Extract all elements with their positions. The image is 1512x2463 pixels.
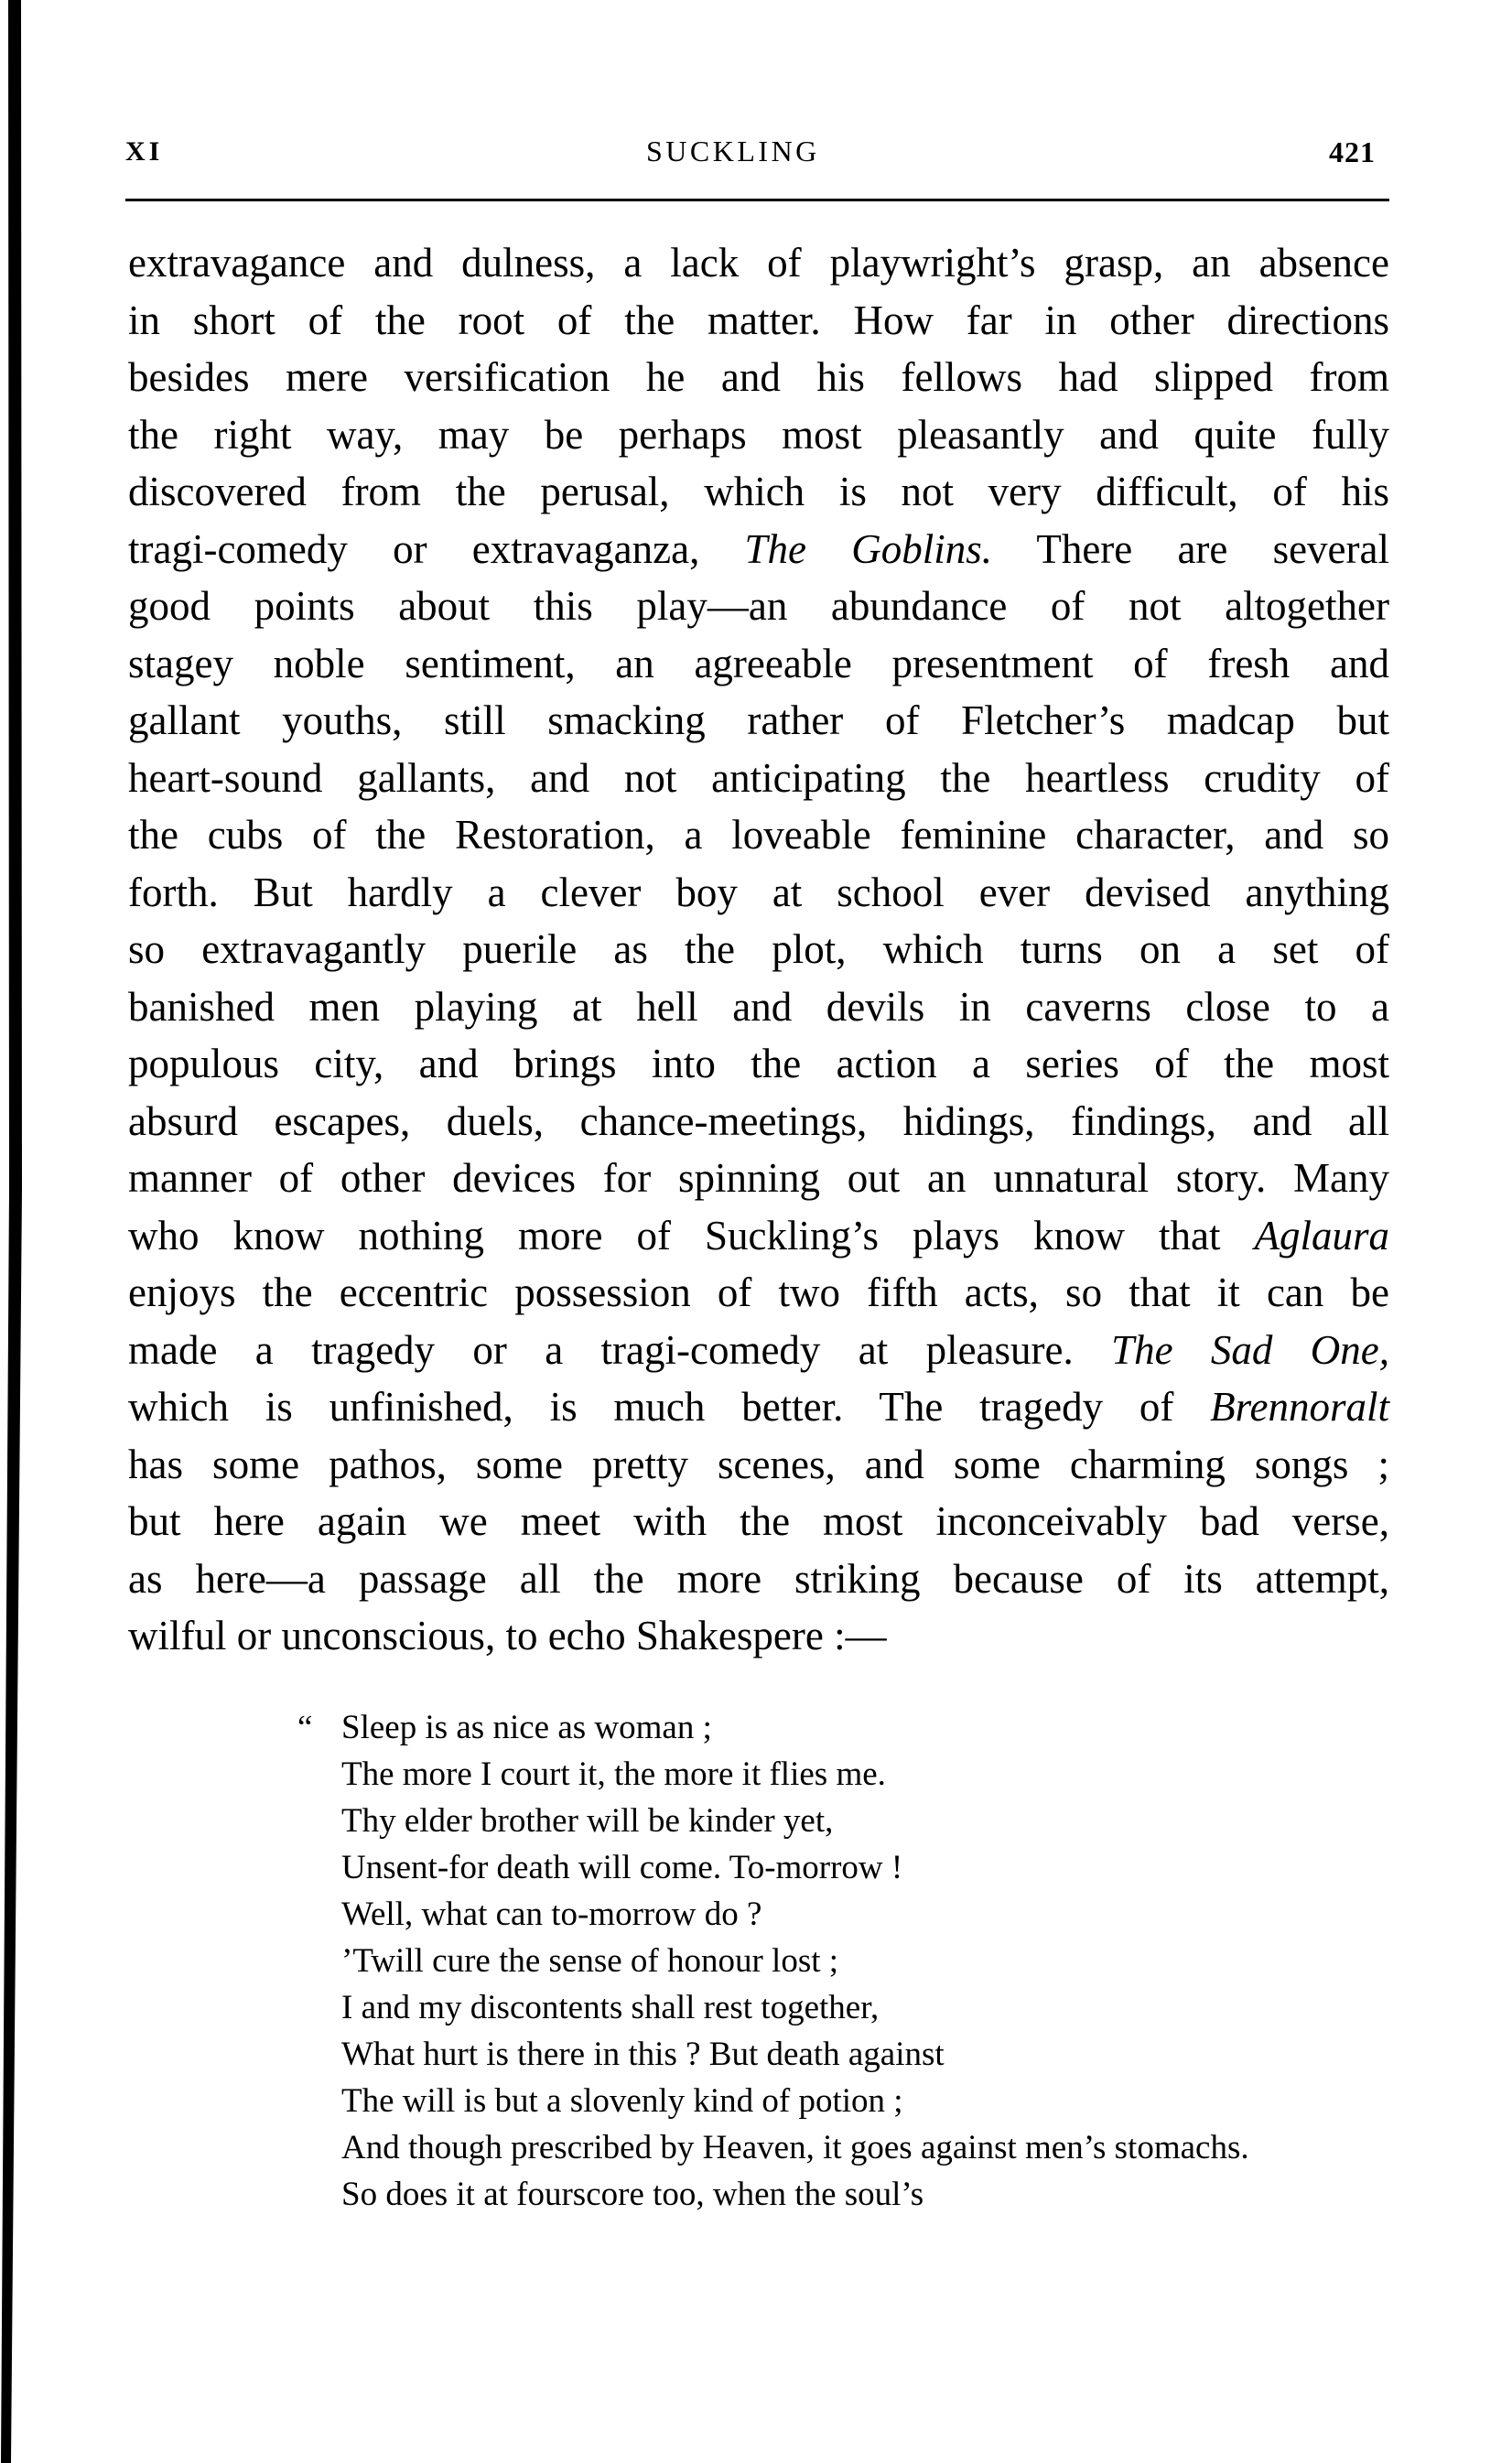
text-line: [128, 1326, 1389, 1388]
text-line: stagey noble sentiment, an agreeable presentment of fresh and: [128, 640, 1389, 686]
text-line: populous city, and brings into the action a series of the most: [128, 1041, 1389, 1086]
text-run: which is unfinished, is much better. The tragedy of: [128, 1384, 1211, 1430]
text-line: has some pathos, some pretty scenes, and some charming songs ;: [128, 1441, 1389, 1487]
text-line: extravagance and dulness, a lack of playwright’s grasp, an absence: [128, 240, 1389, 286]
work-title: Brennoralt: [1210, 1384, 1389, 1430]
text-line: but here again we meet with the most inconceivably bad verse,: [128, 1498, 1389, 1544]
verse-line: And though prescribed by Heaven, it goes against men’s stomachs.: [341, 2129, 1249, 2166]
verse-line: So does it at fourscore too, when the soul’s: [341, 2176, 924, 2213]
verse-line: Unsent-for death will come. To-morrow !: [341, 1849, 903, 1886]
verse-line: Well, what can to-morrow do ?: [341, 1896, 762, 1933]
text-line: the cubs of the Restoration, a loveable feminine character, and so: [128, 812, 1389, 858]
text-run: There are several: [991, 525, 1389, 572]
body-paragraph: [128, 240, 1389, 1674]
verse-line: The will is but a slovenly kind of potion ;: [341, 2082, 903, 2120]
verse-line: ’Twill cure the sense of honour lost ;: [341, 1942, 839, 1980]
binding-edge: [0, 0, 27, 2463]
text-run: who know nothing more of Suckling’s plays know that: [128, 1212, 1255, 1259]
open-quote-mark: “: [297, 1709, 313, 1746]
verse-line: I and my discontents shall rest together,: [341, 1989, 880, 2026]
text-line: heart-sound gallants, and not anticipating the heartless crudity of: [128, 754, 1389, 801]
binding-edge-shadow: [1, 0, 22, 2463]
text-line: [128, 1384, 1389, 1445]
running-title: SUCKLING: [646, 135, 820, 167]
header-rule: [125, 199, 1389, 201]
text-line: besides mere versification he and his fellows had slipped from: [128, 354, 1389, 400]
text-line: absurd escapes, duels, chance-meetings, hidings, findings, and all: [128, 1097, 1389, 1144]
text-run: tragi-comedy or extravaganza,: [128, 525, 745, 572]
text-line: gallant youths, still smacking rather of Fletcher’s madcap but: [128, 697, 1389, 743]
work-title: The Goblins.: [744, 525, 992, 572]
verse-line: What hurt is there in this ? But death against: [341, 2036, 945, 2073]
text-line: good points about this play—an abundance of not altogether: [128, 583, 1389, 629]
text-run: made a tragedy or a tragi-comedy at pleasure.: [128, 1326, 1112, 1373]
work-title: Aglaura: [1254, 1212, 1389, 1259]
text-line: discovered from the perusal, which is not very difficult, of his: [128, 469, 1389, 514]
text-line: [128, 525, 1389, 588]
page-number: 421: [1329, 135, 1376, 168]
verse-quotation: [297, 1709, 1440, 2223]
running-head: [0, 0, 1512, 211]
text-line: wilful or unconscious, to echo Shakespere :—: [128, 1613, 887, 1658]
text-line: banished men playing at hell and devils in caverns close to a: [128, 983, 1389, 1030]
chapter-number: XI: [125, 136, 164, 167]
text-line: [128, 1212, 1389, 1274]
text-line: as here—a passage all the more striking because of its attempt,: [128, 1555, 1389, 1602]
text-line: manner of other devices for spinning out an unnatural story. Many: [128, 1155, 1389, 1201]
verse-text: Sleep is as nice as woman ;: [341, 1709, 712, 1746]
text-line: so extravagantly puerile as the plot, which turns on a set of: [128, 926, 1389, 972]
text-line: enjoys the eccentric possession of two fifth acts, so that it can be: [128, 1269, 1389, 1315]
text-line: forth. But hardly a clever boy at school ever devised anything: [128, 869, 1389, 915]
verse-line: Thy elder brother will be kinder yet,: [341, 1802, 834, 1840]
work-title: The Sad One,: [1111, 1326, 1389, 1373]
text-line: the right way, may be perhaps most pleasantly and quite fully: [128, 411, 1389, 458]
verse-line: [297, 1709, 1440, 1756]
verse-line: The more I court it, the more it flies me.: [341, 1755, 886, 1793]
text-line: in short of the root of the matter. How far in other directions: [128, 297, 1389, 343]
